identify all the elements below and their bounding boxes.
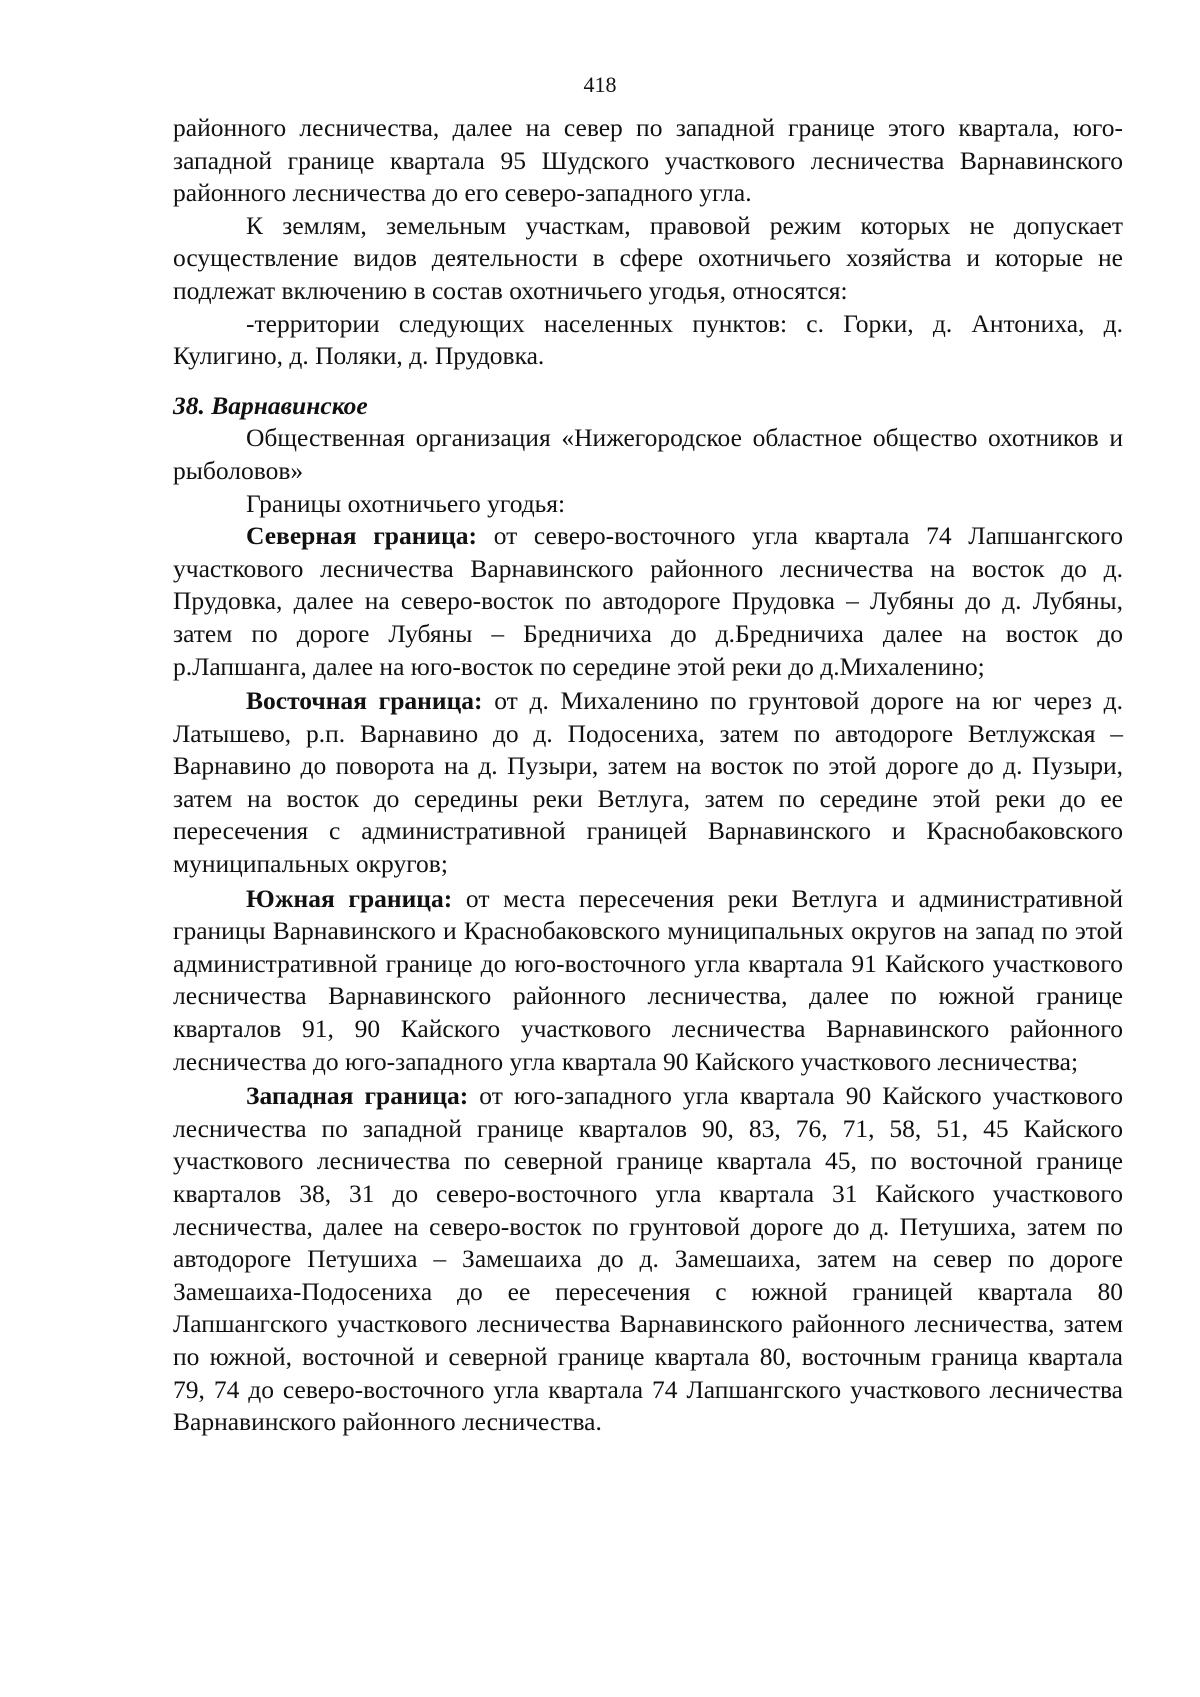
north-boundary-label: Северная граница: bbox=[246, 521, 478, 551]
south-boundary-label: Южная граница: bbox=[246, 883, 453, 913]
west-boundary-paragraph bbox=[173, 1080, 1123, 1439]
west-boundary-label: Западная граница: bbox=[246, 1081, 469, 1111]
east-boundary-paragraph bbox=[173, 685, 1123, 881]
continuation-paragraph: районного лесничества, далее на север по западной границе этого квартала, юго-западной границе квартала 95 Шудского участкового лесничества Варнавинского районного лесничества до его северо-западного угла. bbox=[173, 113, 1123, 208]
east-boundary-label: Восточная граница: bbox=[246, 686, 483, 716]
north-boundary-paragraph bbox=[173, 520, 1123, 683]
north-boundary-text: от северо-восточного угла квартала 74 Лапшангского участкового лесничества Варнавинского районного лесничества на восток до д. Прудовка, далее на северо-восток по автодороге Прудовка – Лубяны до д. Лубяны, затем по дороге Лубяны – Бредничиха до д.Бредничиха далее на восток до р.Лапшанга, далее на юго-восток по середине этой реки до д.Михаленино; bbox=[173, 521, 1123, 681]
west-boundary-text: от юго-западного угла квартала 90 Кайского участкового лесничества по западной границе кварталов 90, 83, 76, 71, 58, 51, 45 Кайского участкового лесничества по северной границе квартала 45, по восточной границе кварталов 38, 31 до северо-восточного угла квартала 31 Кайского участкового лесничества, далее на северо-восток по грунтовой дороге до д. Петушиха, затем по автодороге Петушиха – Замешаиха до д. Замешаиха, затем на север по дороге Замешаиха-Подосениха до ее пересечения с южной границей квартала 80 Лапшангского участкового лесничества Варнавинского районного лесничества, затем по южной, восточной и северной границе квартала 80, восточным граница квартала 79, 74 до северо-восточного угла квартала 74 Лапшангского участкового лесничества Варнавинского районного лесничества. bbox=[173, 1081, 1123, 1437]
document-body bbox=[173, 112, 1123, 1439]
south-boundary-text: от места пересечения реки Ветлуга и административной границы Варнавинского и Краснобаковского муниципальных округов на запад по этой административной границе до юго-восточного угла квартала 91 Кайского участкового лесничества Варнавинского районного лесничества, далее по южной границе кварталов 91, 90 Кайского участкового лесничества Варнавинского районного лесничества до юго-западного угла квартала 90 Кайского участкового лесничества; bbox=[173, 883, 1123, 1076]
page-number: 418 bbox=[583, 72, 617, 97]
south-boundary-paragraph bbox=[173, 883, 1123, 1079]
boundaries-label: Границы охотничьего угодья: bbox=[246, 488, 566, 518]
exclusion-intro-paragraph: К землям, земельным участкам, правовой режим которых не допускает осуществление видов деятельности в сфере охотничьего хозяйства и которые не подлежат включению в состав охотничьего угодья, относятся: bbox=[173, 210, 1123, 305]
exclusion-list-paragraph: -территории следующих населенных пунктов: с. Горки, д. Антониха, д. Кулигино, д. Поляки, д. Прудовка. bbox=[173, 308, 1123, 371]
organization-paragraph: Общественная организация «Нижегородское областное общество охотников и рыболовов» bbox=[173, 423, 1123, 485]
section-heading: 38. Варнавинское bbox=[173, 390, 368, 420]
east-boundary-text: от д. Михаленино по грунтовой дороге на юг через д. Латышево, р.п. Варнавино до д. Подосениха, затем по автодороге Ветлужская – Варнавино до поворота на д. Пузыри, затем на восток по этой дороге до д. Пузыри, затем на восток до середины реки Ветлуга, затем по середине этой реки до ее пересечения с административной границей Варнавинского и Краснобаковского муниципальных округов; bbox=[173, 686, 1123, 879]
